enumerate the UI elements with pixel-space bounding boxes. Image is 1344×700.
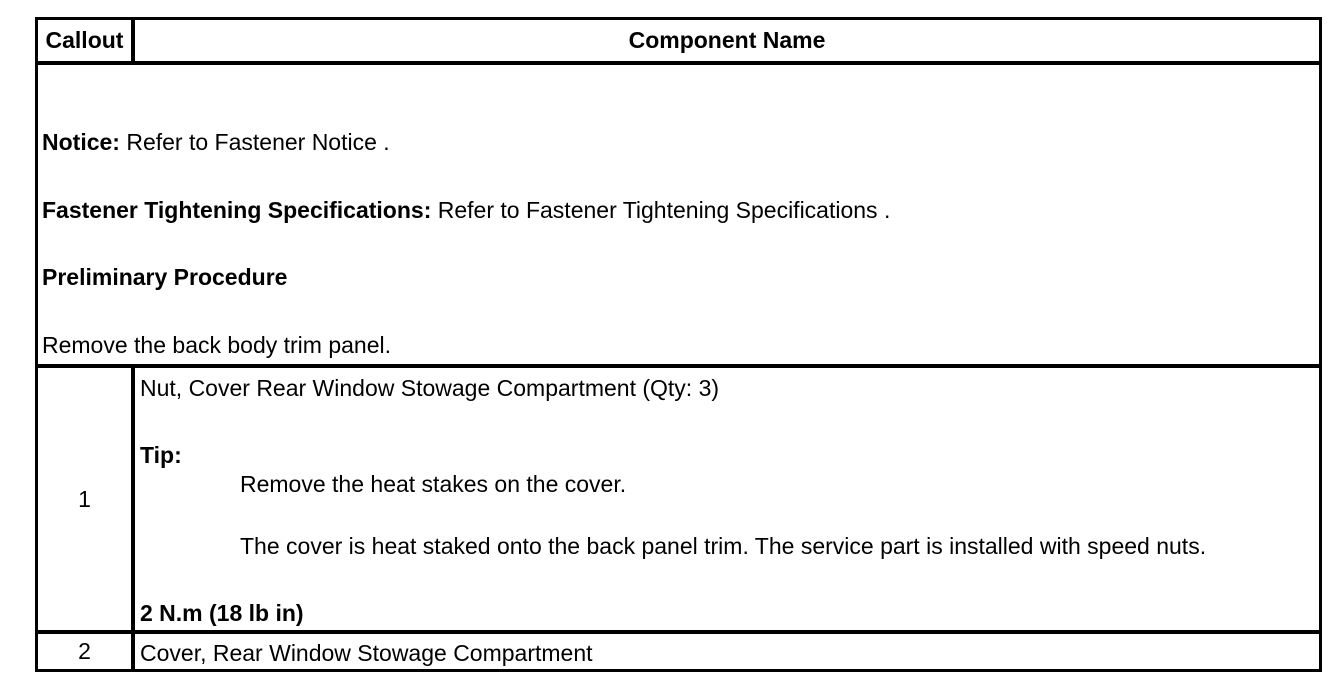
spec-label: Fastener Tightening Specifications: — [42, 197, 432, 223]
component-name-cell — [135, 368, 1319, 630]
table-row — [38, 630, 1319, 669]
preliminary-step: Remove the back body trim panel. — [42, 332, 392, 358]
callout-number: 1 — [78, 485, 91, 512]
callout-header-label: Callout — [45, 27, 124, 53]
preliminary-heading: Preliminary Procedure — [42, 264, 288, 290]
tip-label: Tip: — [140, 442, 182, 468]
table-header-row — [38, 20, 1319, 61]
table-row — [38, 364, 1319, 630]
spec-line — [42, 196, 890, 224]
component-name-header-label: Component Name — [628, 27, 826, 53]
tip-line-2: The cover is heat staked onto the back panel trim. The service part is installed with speed nuts. — [240, 533, 1207, 559]
torque-spec: 2 N.m (18 lb in) — [140, 600, 304, 626]
component-name: Cover, Rear Window Stowage Compartment — [140, 640, 593, 666]
spec-text: Refer to Fastener Tightening Specifications . — [431, 197, 891, 223]
notice-label: Notice: — [42, 129, 120, 155]
component-table — [35, 17, 1322, 672]
callout-cell — [38, 368, 135, 630]
callout-cell — [38, 634, 135, 669]
component-name: Nut, Cover Rear Window Stowage Compartment (Qty: 3) — [140, 375, 720, 401]
callout-number: 2 — [78, 638, 91, 664]
notice-line — [42, 128, 390, 156]
component-name-cell — [135, 634, 1319, 669]
intro-row — [38, 61, 1319, 364]
callout-column-header — [38, 20, 135, 61]
component-name-column-header — [135, 20, 1319, 61]
tip-line-1: Remove the heat stakes on the cover. — [240, 471, 627, 497]
notice-text: Refer to Fastener Notice . — [119, 129, 390, 155]
